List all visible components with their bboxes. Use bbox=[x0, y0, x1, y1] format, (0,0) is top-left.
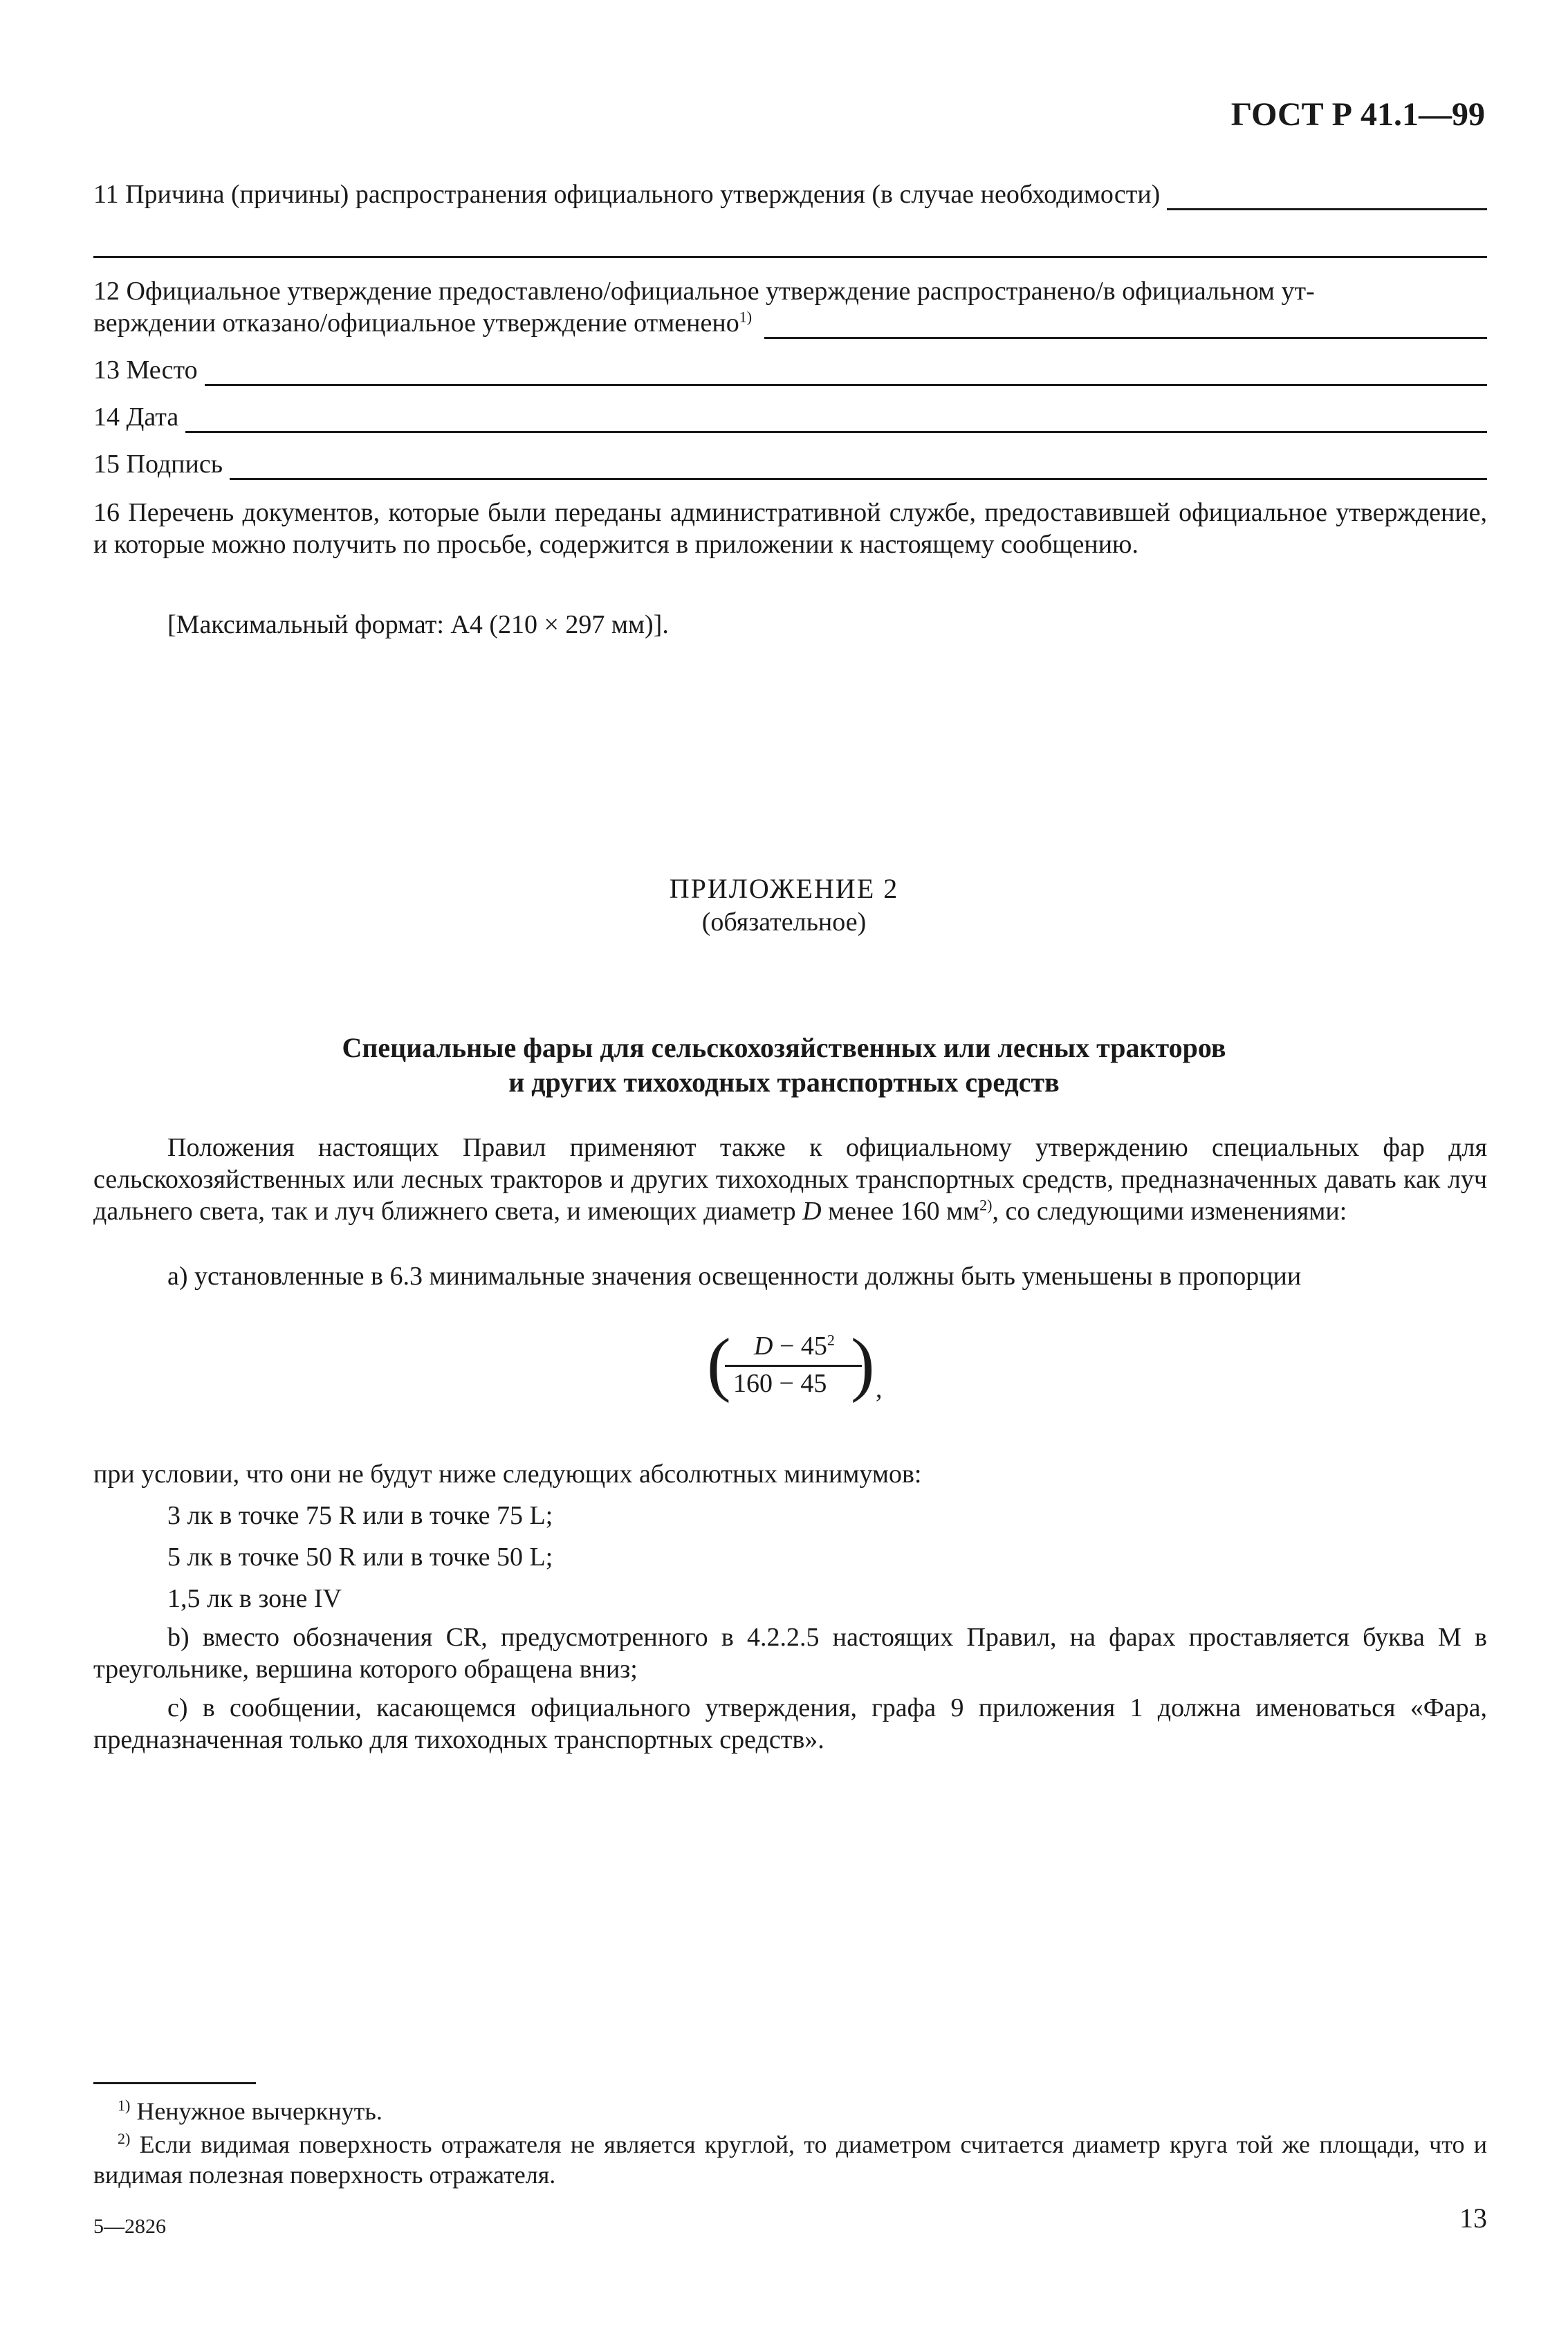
footnote-separator bbox=[93, 2082, 256, 2084]
condition-text: при условии, что они не будут ниже следующих абсолютных минимумов: bbox=[93, 1460, 922, 1489]
form-label-status-line1: 12 Официальное утверждение предоставлено/официальное утверждение распространено/в официальном ут- bbox=[93, 277, 1315, 306]
footnote-ref: 2) bbox=[979, 1196, 993, 1214]
page-number: 13 bbox=[1459, 2202, 1487, 2234]
form-blank-line bbox=[205, 360, 1487, 386]
form-label-signature: 15 Подпись bbox=[93, 450, 223, 479]
form-blank-line bbox=[185, 407, 1487, 433]
formula-comma: , bbox=[876, 1374, 883, 1404]
appendix-subtitle: (обязательное) bbox=[701, 908, 867, 937]
documents-list-note: 16 Перечень документов, которые были переданы административной службе, предоставившей официальное утверждение, и которые можно получить по просьбе, содержится в приложении к настоящему сообщению. bbox=[93, 498, 1487, 559]
footnote-1: $^{1)}$ Ненужное вычеркнуть. bbox=[118, 2097, 382, 2125]
diameter-symbol: D bbox=[802, 1197, 822, 1226]
form-field-reason bbox=[93, 178, 1487, 210]
item-a: а) установленные в 6.3 минимальные значения освещенности должны быть уменьшены в пропорции bbox=[167, 1262, 1302, 1291]
form-blank-line bbox=[1167, 185, 1487, 210]
form-blank-line-continuation bbox=[93, 256, 1487, 258]
form-field-signature bbox=[93, 448, 1487, 480]
form-label-date: 14 Дата bbox=[93, 403, 179, 432]
minimum-item: 1,5 лк в зоне IV bbox=[167, 1584, 342, 1613]
appendix-title: ПРИЛОЖЕНИЕ 2 bbox=[669, 873, 899, 904]
item-b: b) вместо обозначения CR, предусмотренного в 4.2.2.5 настоящих Правил, на фарах проставляется буква М в треугольнике, вершина которого обращена вниз; bbox=[93, 1623, 1487, 1684]
left-paren: ( bbox=[707, 1324, 731, 1404]
item-c: c) в сообщении, касающемся официального утверждения, графа 9 приложения 1 должна именоваться «Фара, предназначенная только для тихоходных транспортных средств». bbox=[93, 1693, 1487, 1754]
form-field-date bbox=[93, 401, 1487, 433]
appendix-heading-line2: и других тихоходных транспортных средств bbox=[508, 1067, 1060, 1098]
minimum-item: 3 лк в точке 75 R или в точке 75 L; bbox=[167, 1501, 553, 1530]
formula-numerator: $D - 45^2$ bbox=[754, 1331, 835, 1361]
appendix-intro: Положения настоящих Правил применяют также к официальному утверждению специальных фар для сельскохозяйственных или лесных тракторов и других тихоходных транспортных средств, предназначенных давать как луч дальнего света, так и луч ближнего света, и имеющих диаметр D менее 160 $мм^{2)}$, со следующими изменениями: bbox=[93, 1133, 1487, 1226]
form-field-status bbox=[93, 275, 1487, 339]
footnote-2: $^{2)}$ Если видимая поверхность отражателя не является круглой, то диаметром считается диаметр круга той же площади, что и видимая полезная поверхность отражателя. bbox=[93, 2130, 1487, 2189]
minimum-item: 5 лк в точке 50 R или в точке 50 L; bbox=[167, 1543, 553, 1572]
fraction-bar bbox=[725, 1365, 862, 1367]
form-label-status-line2: верждении отказано/официальное утверждение отменено$^{1)}$ bbox=[93, 308, 753, 338]
footnote-ref: 1) bbox=[739, 308, 753, 326]
form-blank-line bbox=[764, 313, 1487, 339]
print-code: 5—2826 bbox=[93, 2215, 166, 2238]
form-label-place: 13 Место bbox=[93, 356, 198, 385]
right-paren: ) bbox=[851, 1324, 875, 1404]
form-blank-line bbox=[230, 454, 1487, 480]
proportion-formula bbox=[707, 1324, 883, 1408]
form-label-reason: 11 Причина (причины) распространения официального утверждения (в случае необходимости) bbox=[93, 180, 1161, 209]
max-format-note: [Максимальный формат: А4 (210 × 297 мм)]. bbox=[167, 610, 669, 639]
document-code: ГОСТ Р 41.1—99 bbox=[1230, 96, 1485, 133]
formula-denominator: 160 − 45 bbox=[733, 1369, 827, 1398]
appendix-heading-line1: Специальные фары для сельскохозяйственных или лесных тракторов bbox=[342, 1032, 1226, 1063]
form-field-place bbox=[93, 354, 1487, 386]
